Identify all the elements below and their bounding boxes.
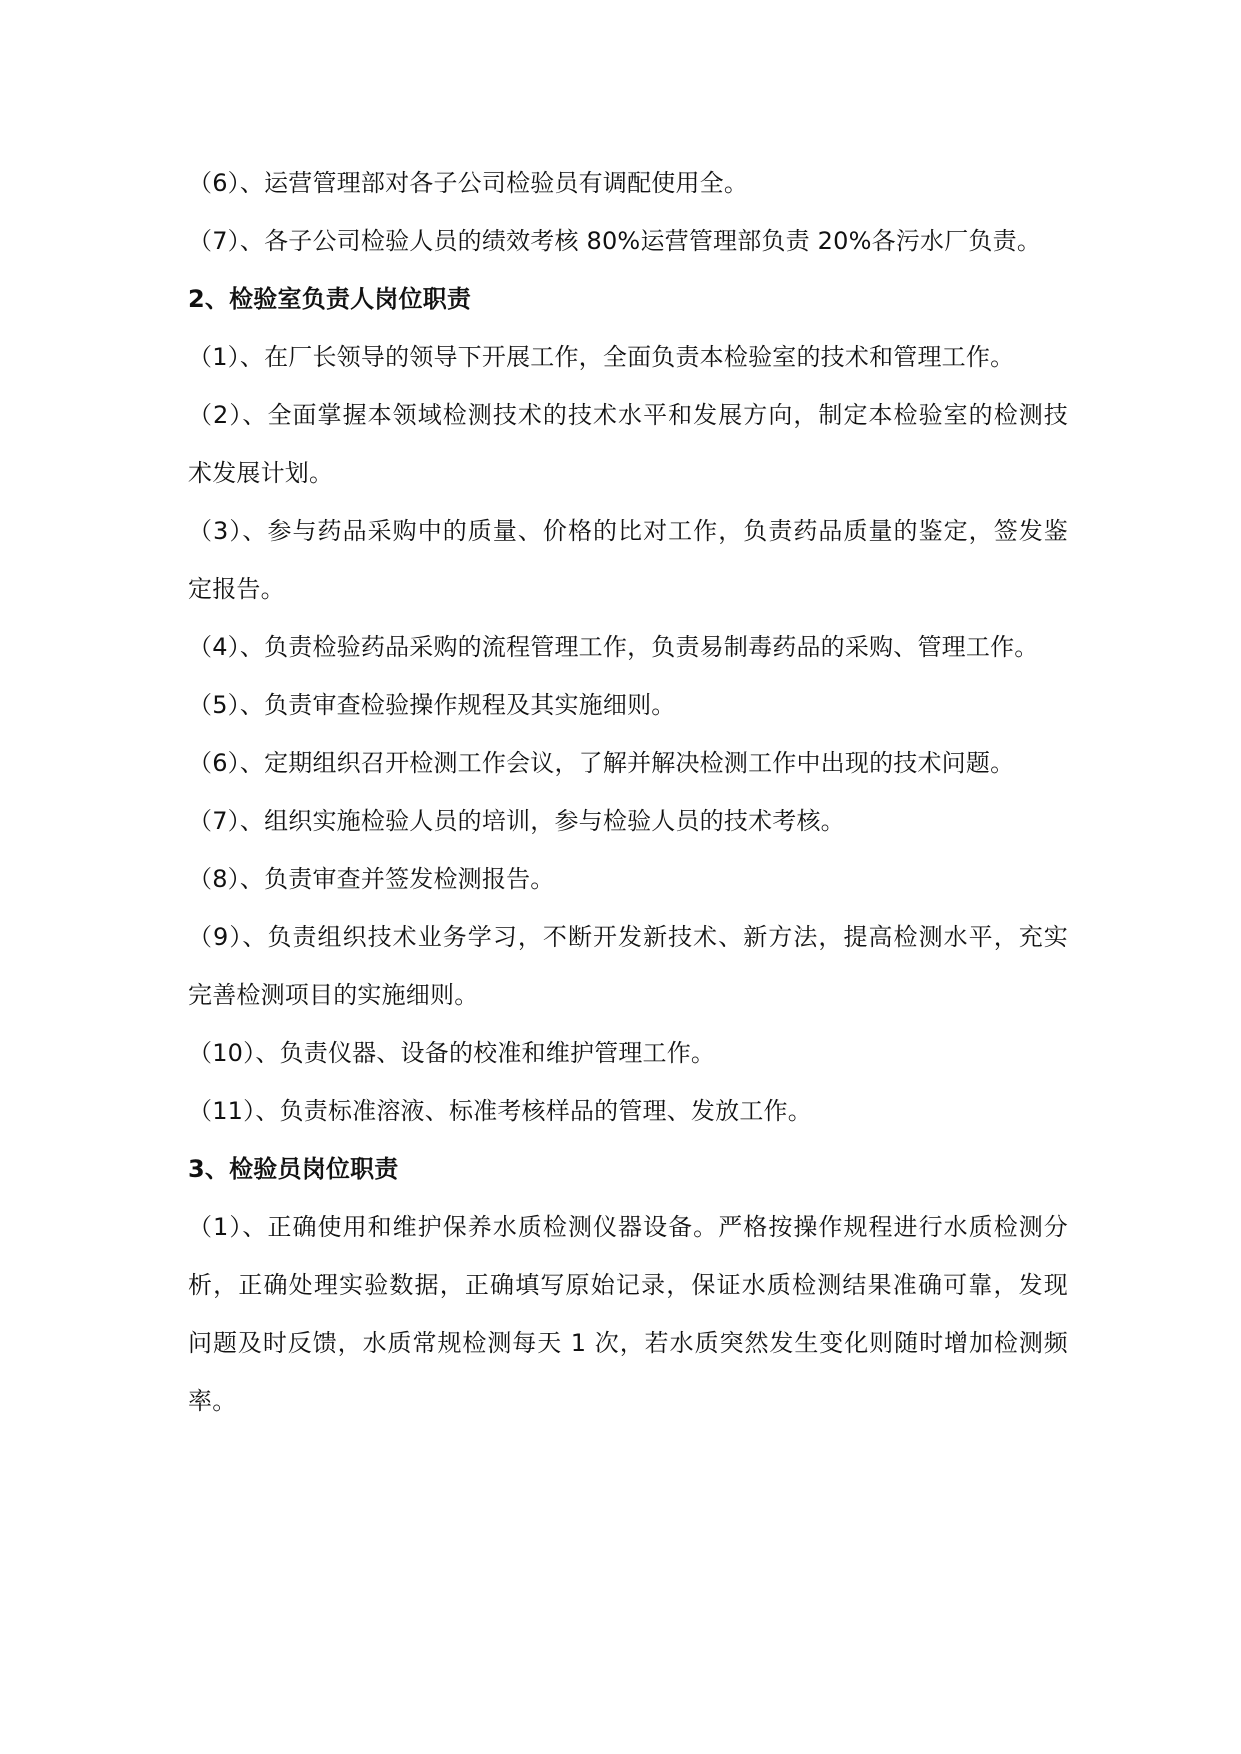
text-line: （4）、负责检验药品采购的流程管理工作，负责易制毒药品的采购、管理工作。 xyxy=(188,633,1039,661)
text-line: （10）、负责仪器、设备的校准和维护管理工作。 xyxy=(188,1039,716,1067)
text-line: （1）、在厂长领导的领导下开展工作，全面负责本检验室的技术和管理工作。 xyxy=(188,343,1015,371)
text-line: 完善检测项目的实施细则。 xyxy=(188,981,479,1009)
text-line: （3）、参与药品采购中的质量、价格的比对工作，负责药品质量的鉴定，签发鉴 xyxy=(188,517,1068,545)
text-line: 定报告。 xyxy=(188,575,285,603)
text-line: （11）、负责标准溶液、标准考核样品的管理、发放工作。 xyxy=(188,1097,812,1125)
text-line: （1）、正确使用和维护保养水质检测仪器设备。严格按操作规程进行水质检测分 xyxy=(188,1213,1068,1241)
text-line: （2）、全面掌握本领域检测技术的技术水平和发展方向，制定本检验室的检测技 xyxy=(188,401,1068,429)
text-line: 术发展计划。 xyxy=(188,459,334,487)
text-line: （6）、运营管理部对各子公司检验员有调配使用全。 xyxy=(188,169,749,197)
text-line: （6）、定期组织召开检测工作会议，了解并解决检测工作中出现的技术问题。 xyxy=(188,749,1015,777)
text-line: 问题及时反馈，水质常规检测每天 1 次，若水质突然发生变化则随时增加检测频 xyxy=(188,1329,1068,1357)
section-heading: 3、检验员岗位职责 xyxy=(188,1155,399,1183)
text-line: （7）、组织实施检验人员的培训，参与检验人员的技术考核。 xyxy=(188,807,845,835)
section-heading: 2、检验室负责人岗位职责 xyxy=(188,285,472,313)
text-line: （9）、负责组织技术业务学习，不断开发新技术、新方法，提高检测水平，充实 xyxy=(188,923,1068,951)
text-line: 率。 xyxy=(188,1387,237,1415)
text-line: （7）、各子公司检验人员的绩效考核 80%运营管理部负责 20%各污水厂负责。 xyxy=(188,227,1042,255)
text-line: 析，正确处理实验数据，正确填写原始记录，保证水质检测结果准确可靠，发现 xyxy=(188,1271,1068,1299)
text-line: （5）、负责审查检验操作规程及其实施细则。 xyxy=(188,691,676,719)
text-line: （8）、负责审查并签发检测报告。 xyxy=(188,865,555,893)
